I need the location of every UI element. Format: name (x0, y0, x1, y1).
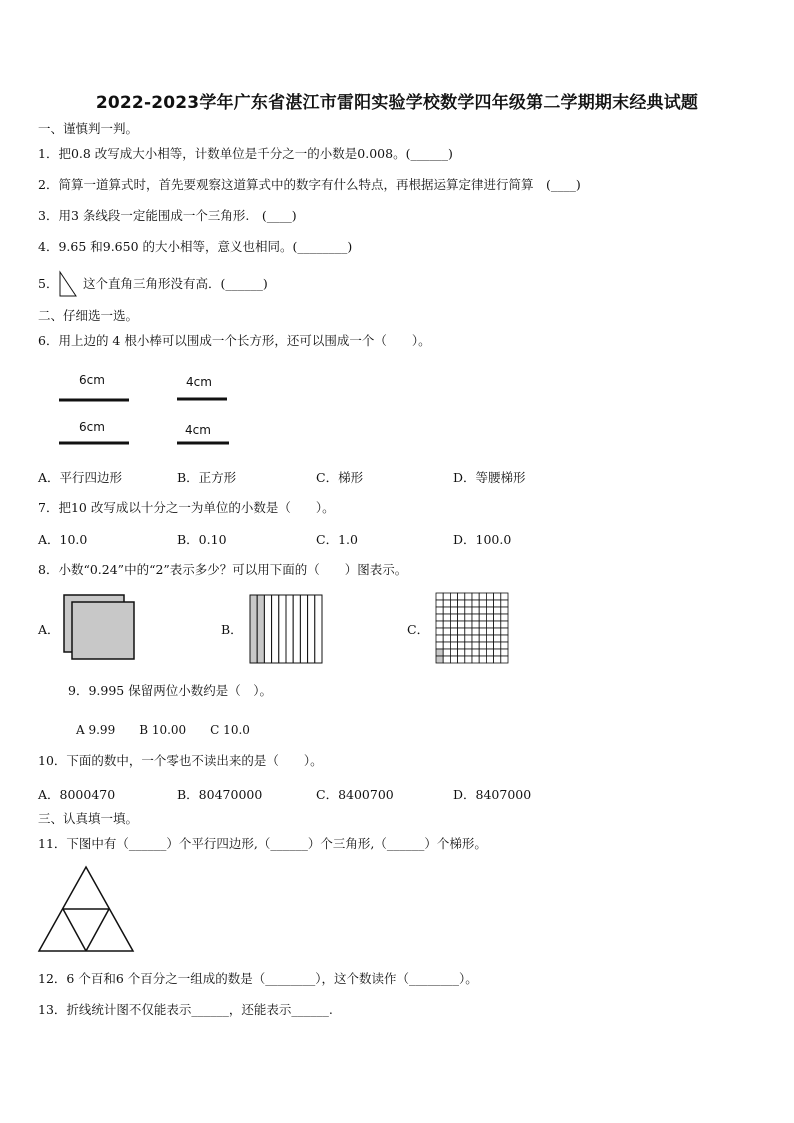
grid-cell (443, 600, 450, 607)
grid-cell (443, 607, 450, 614)
question-10: 10．下面的数中，一个零也不读出来的是（ ）。 (38, 753, 323, 768)
grid-cell (465, 649, 472, 656)
grid-cell (450, 628, 457, 635)
grid-cell (465, 607, 472, 614)
shaded-strip (257, 595, 264, 663)
q7-option-a: A．10.0 (38, 532, 88, 547)
question-9: 9．9.995 保留两位小数约是（ ）。 (68, 683, 272, 698)
grid-cell (486, 621, 493, 628)
triangle-figure (36, 864, 138, 954)
grid-cell (479, 649, 486, 656)
stick-label-b: 4cm (186, 375, 212, 389)
grid-cell (450, 593, 457, 600)
grid-cell (443, 614, 450, 621)
strip (272, 595, 279, 663)
grid-cell (501, 614, 508, 621)
q10-option-a: A．8000470 (38, 787, 116, 802)
grid-cell (479, 642, 486, 649)
strip (308, 595, 315, 663)
grid-cell (443, 642, 450, 649)
grid-cell (465, 635, 472, 642)
q6-option-b: B．正方形 (177, 470, 237, 485)
grid-cell (479, 600, 486, 607)
grid-cell (443, 593, 450, 600)
q10-option-d: D．8407000 (453, 787, 532, 802)
grid-cell (486, 649, 493, 656)
grid-cell (501, 593, 508, 600)
figure-c-hundredths-grid (434, 591, 510, 665)
grid-cell (479, 614, 486, 621)
sticks-figure (55, 365, 245, 450)
grid-cell (450, 642, 457, 649)
strip (279, 595, 286, 663)
grid-cell (486, 607, 493, 614)
grid-cell (436, 635, 443, 642)
grid-cell (436, 621, 443, 628)
grid-cell (458, 600, 465, 607)
strip (293, 595, 300, 663)
strip (300, 595, 307, 663)
right-triangle-figure (58, 270, 78, 298)
grid-cell (494, 621, 501, 628)
grid-cell (443, 649, 450, 656)
grid-cell (486, 628, 493, 635)
grid-cell (472, 614, 479, 621)
grid-cell (494, 649, 501, 656)
figure-a-two-squares (60, 592, 140, 662)
shaded-cell (436, 656, 443, 663)
section-heading-2: 二、仔细选一选。 (38, 308, 139, 323)
question-3: 3．用3 条线段一定能围成一个三角形. (____) (38, 208, 297, 223)
grid-cell (479, 635, 486, 642)
grid-cell (436, 593, 443, 600)
grid-cell (465, 614, 472, 621)
grid-cell (494, 600, 501, 607)
grid-cell (501, 642, 508, 649)
shaded-cell (436, 649, 443, 656)
q7-option-b: B．0.10 (177, 532, 227, 547)
grid-cell (436, 614, 443, 621)
grid-cell (479, 656, 486, 663)
page-title: 2022-2023学年广东省湛江市雷阳实验学校数学四年级第二学期期末经典试题 (95, 93, 699, 113)
grid-cell (450, 656, 457, 663)
grid-cell (486, 642, 493, 649)
grid-cell (450, 607, 457, 614)
stick-label-a: 6cm (79, 373, 105, 387)
q10-option-b: B．80470000 (177, 787, 263, 802)
grid-cell (443, 635, 450, 642)
grid-cell (458, 656, 465, 663)
q7-option-d: D．100.0 (453, 532, 512, 547)
grid-cell (494, 593, 501, 600)
grid-cell (458, 607, 465, 614)
grid-cell (501, 600, 508, 607)
q8-label-b: B． (221, 622, 243, 637)
section-heading-1: 一、谨慎判一判。 (38, 121, 139, 136)
q6-option-a: A．平行四边形 (38, 470, 123, 485)
grid-cell (443, 628, 450, 635)
q6-option-c: C．梯形 (316, 470, 364, 485)
question-4: 4．9.65 和9.650 的大小相等，意义也相同。(________) (38, 239, 353, 254)
section-heading-3: 三、认真填一填。 (38, 811, 139, 826)
stick-label-d: 4cm (185, 423, 211, 437)
question-5-number: 5． (38, 276, 59, 291)
grid-cell (486, 593, 493, 600)
grid-cell (450, 621, 457, 628)
grid-cell (472, 656, 479, 663)
grid-cell (436, 607, 443, 614)
grid-cell (472, 628, 479, 635)
grid-cell (486, 600, 493, 607)
grid-cell (450, 614, 457, 621)
q9-options: A 9.99 B 10.00 C 10.0 (76, 723, 250, 737)
question-7: 7．把10 改写成以十分之一为单位的小数是（ ）。 (38, 500, 335, 515)
grid-cell (443, 621, 450, 628)
grid-cell (501, 635, 508, 642)
grid-cell (479, 593, 486, 600)
grid-cell (458, 593, 465, 600)
q7-option-c: C．1.0 (316, 532, 358, 547)
grid-cell (465, 656, 472, 663)
grid-cell (501, 656, 508, 663)
grid-cell (472, 600, 479, 607)
grid-cell (501, 649, 508, 656)
q8-label-c: C． (407, 622, 430, 637)
grid-cell (479, 628, 486, 635)
grid-cell (501, 607, 508, 614)
question-11: 11．下图中有（______）个平行四边形,（______）个三角形,（______）个梯形。 (38, 836, 487, 851)
q6-option-d: D．等腰梯形 (453, 470, 526, 485)
grid-cell (494, 635, 501, 642)
grid-cell (450, 649, 457, 656)
grid-cell (486, 656, 493, 663)
question-6: 6．用上边的 4 根小棒可以围成一个长方形，还可以围成一个（ ）。 (38, 333, 431, 348)
grid-cell (472, 621, 479, 628)
grid-cell (501, 628, 508, 635)
grid-cell (472, 635, 479, 642)
grid-cell (450, 600, 457, 607)
grid-cell (436, 642, 443, 649)
stick-label-c: 6cm (79, 420, 105, 434)
grid-cell (472, 642, 479, 649)
grid-cell (494, 642, 501, 649)
grid-cell (494, 607, 501, 614)
grid-cell (450, 635, 457, 642)
grid-cell (458, 628, 465, 635)
strip (286, 595, 293, 663)
grid-cell (494, 614, 501, 621)
q10-option-c: C．8400700 (316, 787, 394, 802)
question-1: 1．把0.8 改写成大小相等，计数单位是千分之一的小数是0.008。(______) (38, 146, 453, 161)
grid-cell (436, 628, 443, 635)
grid-cell (436, 600, 443, 607)
grid-cell (479, 621, 486, 628)
question-12: 12．6 个百和6 个百分之一组成的数是（________），这个数读作（________）。 (38, 971, 478, 986)
figure-b-tenths (248, 593, 326, 665)
grid-cell (465, 600, 472, 607)
grid-cell (472, 649, 479, 656)
grid-cell (458, 635, 465, 642)
strip (315, 595, 322, 663)
strip (264, 595, 271, 663)
grid-cell (443, 656, 450, 663)
grid-cell (458, 621, 465, 628)
grid-cell (458, 614, 465, 621)
grid-cell (479, 607, 486, 614)
grid-cell (472, 607, 479, 614)
shaded-strip (250, 595, 257, 663)
grid-cell (472, 593, 479, 600)
grid-cell (501, 621, 508, 628)
grid-cell (465, 593, 472, 600)
grid-cell (465, 642, 472, 649)
question-8: 8．小数“0.24”中的“2”表示多少？可以用下面的（ ）图表示。 (38, 562, 408, 577)
question-13: 13．折线统计图不仅能表示______，还能表示______. (38, 1002, 333, 1017)
question-2: 2．简算一道算式时，首先要观察这道算式中的数字有什么特点，再根据运算定律进行简算 (____) (38, 177, 581, 192)
grid-cell (458, 642, 465, 649)
grid-cell (494, 656, 501, 663)
grid-cell (458, 649, 465, 656)
q8-label-a: A． (38, 622, 60, 637)
grid-cell (465, 621, 472, 628)
grid-cell (486, 614, 493, 621)
grid-cell (494, 628, 501, 635)
grid-cell (465, 628, 472, 635)
grid-cell (486, 635, 493, 642)
question-5: 这个直角三角形没有高．(______) (83, 276, 268, 291)
